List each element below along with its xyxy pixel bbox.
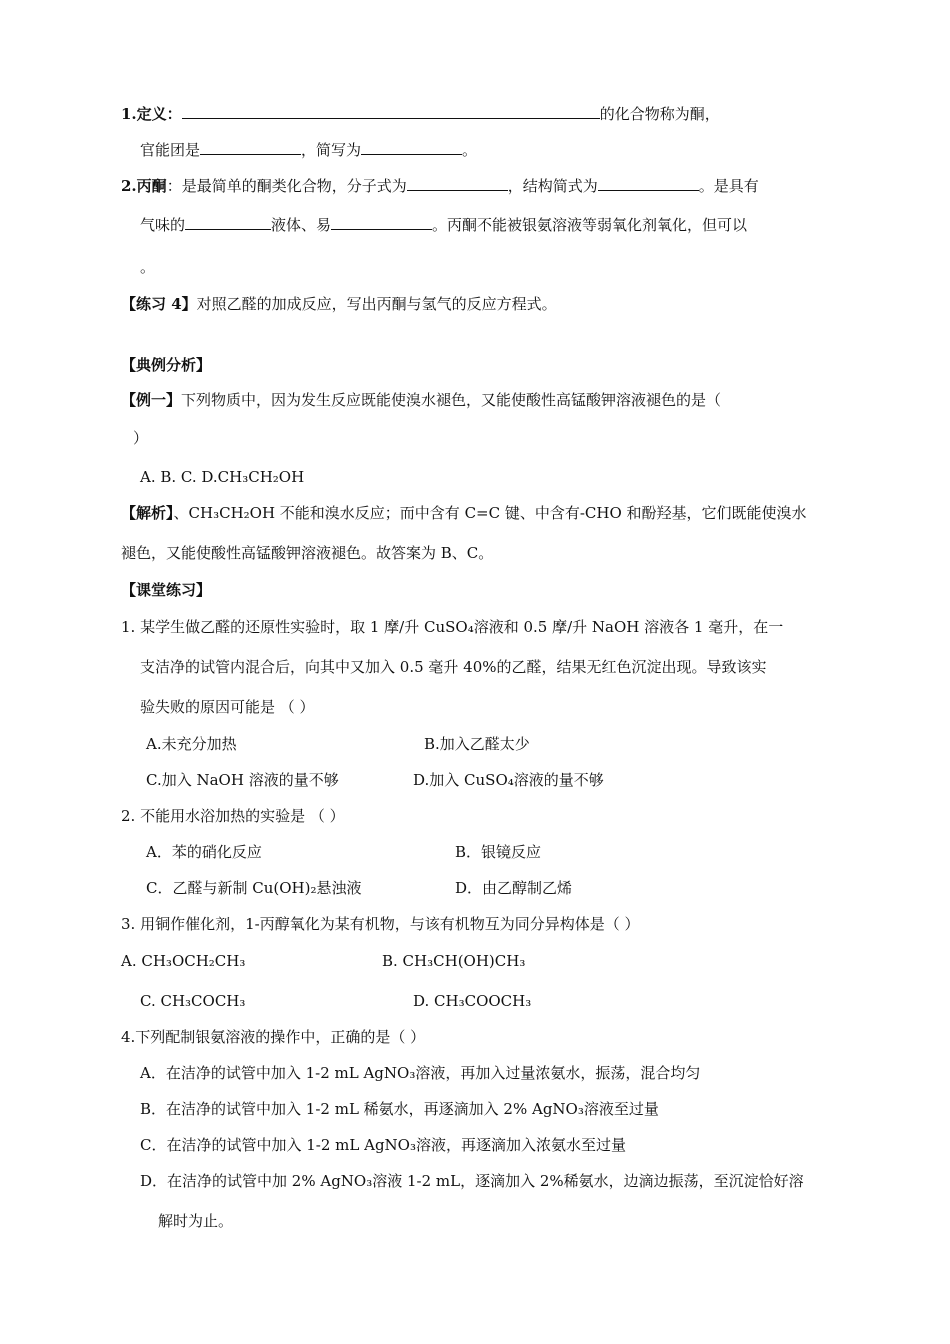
q1-option-b: B.加入乙醛太少: [424, 735, 530, 753]
q4-option-c: C．在洁净的试管中加入 1-2 mL AgNO₃溶液，再逐滴加入浓氨水至过量: [140, 1136, 626, 1154]
acetone-line-1: [121, 175, 759, 196]
acetone-text-1: ：是最简单的酮类化合物，分子式为: [166, 177, 407, 195]
definition-line: [121, 103, 720, 124]
functional-group-blank[interactable]: [200, 139, 301, 155]
functional-group-mid: ，简写为: [301, 141, 362, 159]
q4-option-b: B．在洁净的试管中加入 1-2 mL 稀氨水，再逐滴加入 2% AgNO₃溶液至过量: [140, 1100, 659, 1118]
functional-group-line: [140, 139, 477, 160]
functional-group-prefix: 官能团是: [140, 141, 201, 159]
q4-line-1: 4.下列配制银氨溶液的操作中，正确的是（ ）: [121, 1028, 426, 1046]
example-question-text: 下列物质中，因为发生反应既能使溴水褪色，又能使酸性高锰酸钾溶液褪色的是（: [181, 391, 722, 409]
q2-option-d: D．由乙醇制乙烯: [455, 879, 573, 897]
solubility-blank[interactable]: [331, 214, 432, 230]
q3-option-b: B. CH₃CH(OH)CH₃: [382, 952, 526, 970]
acetone-line2-a: 气味的: [140, 216, 186, 234]
acetone-text-3: 。是具有: [698, 177, 759, 195]
example-question: [121, 390, 721, 410]
q3-line-1: 3. 用铜作催化剂，1-丙醇氧化为某有机物，与该有机物互为同分异构体是（ ）: [121, 915, 640, 933]
q1-option-d: D.加入 CuSO₄溶液的量不够: [413, 771, 604, 789]
state-blank[interactable]: [185, 214, 271, 230]
q4-option-d-cont: 解时为止。: [158, 1212, 234, 1230]
definition-number: 1.: [121, 105, 137, 123]
q1-line-1: 1. 某学生做乙醛的还原性实验时，取 1 摩/升 CuSO₄溶液和 0.5 摩/升 NaOH 溶液各 1 毫升，在一: [121, 618, 784, 636]
q2-option-b: B．银镜反应: [455, 843, 542, 861]
q3-option-a: A. CH₃OCH₂CH₃: [121, 952, 246, 970]
q3-option-d: D. CH₃COOCH₃: [413, 992, 532, 1010]
acetone-text-2: ，结构简式为: [507, 177, 598, 195]
example-question-end: ）: [133, 429, 149, 447]
classwork-heading: 【课堂练习】: [121, 581, 212, 599]
definition-text: 的化合物称为酮，: [599, 105, 720, 123]
q2-option-c: C．乙醛与新制 Cu(OH)₂悬浊液: [146, 879, 362, 897]
q4-option-a: A．在洁净的试管中加入 1-2 mL AgNO₃溶液，再加入过量浓氨水，振荡，混合均匀: [140, 1064, 701, 1082]
q3-option-c: C. CH₃COCH₃: [140, 992, 246, 1010]
example-heading: 【典例分析】: [121, 356, 212, 374]
q1-line-2: 支洁净的试管内混合后，向其中又加入 0.5 毫升 40%的乙醛，结果无红色沉淀出现。导致该实: [140, 658, 767, 676]
analysis-line-1: [121, 503, 807, 523]
q1-option-a: A.未充分加热: [146, 735, 237, 753]
exercise-4-text: 对照乙醛的加成反应，写出丙酮与氢气的反应方程式。: [196, 295, 557, 313]
abbreviation-blank[interactable]: [361, 139, 462, 155]
acetone-line2-c: 。丙酮不能被银氨溶液等弱氧化剂氧化，但可以: [432, 216, 748, 234]
q4-option-d: D．在洁净的试管中加 2% AgNO₃溶液 1-2 mL，逐滴加入 2%稀氨水，边滴边振荡，至沉淀恰好溶: [140, 1172, 804, 1190]
molecular-formula-blank[interactable]: [407, 175, 508, 191]
exercise-4: [121, 294, 557, 314]
q2-option-a: A．苯的硝化反应: [146, 843, 262, 861]
exercise-4-label: 【练习 4】: [121, 295, 197, 313]
analysis-text-1: 、CH₃CH₂OH 不能和溴水反应；而中含有 C=C 键、中含有-CHO 和酚羟基，它们既能使溴水: [173, 504, 807, 522]
acetone-number: 2.: [121, 177, 137, 195]
analysis-line-2: 褪色，又能使酸性高锰酸钾溶液褪色。故答案为 B、C。: [121, 544, 494, 562]
analysis-label: 【解析】: [121, 504, 174, 522]
functional-group-end: 。: [462, 141, 478, 159]
definition-blank[interactable]: [182, 103, 600, 119]
q1-line-3: 验失败的原因可能是 （ ）: [140, 698, 315, 716]
acetone-line2-b: 液体、易: [271, 216, 332, 234]
acetone-line-3: 。: [140, 258, 156, 276]
q2-line-1: 2. 不能用水浴加热的实验是 （ ）: [121, 807, 345, 825]
example-label: 【例一】: [121, 391, 182, 409]
acetone-line-2: [140, 214, 747, 235]
acetone-label: 丙酮: [136, 177, 167, 195]
q1-option-c: C.加入 NaOH 溶液的量不够: [146, 771, 339, 789]
structural-formula-blank[interactable]: [598, 175, 699, 191]
example-options: A. B. C. D.CH₃CH₂OH: [140, 468, 305, 486]
definition-label: 定义：: [136, 105, 182, 123]
